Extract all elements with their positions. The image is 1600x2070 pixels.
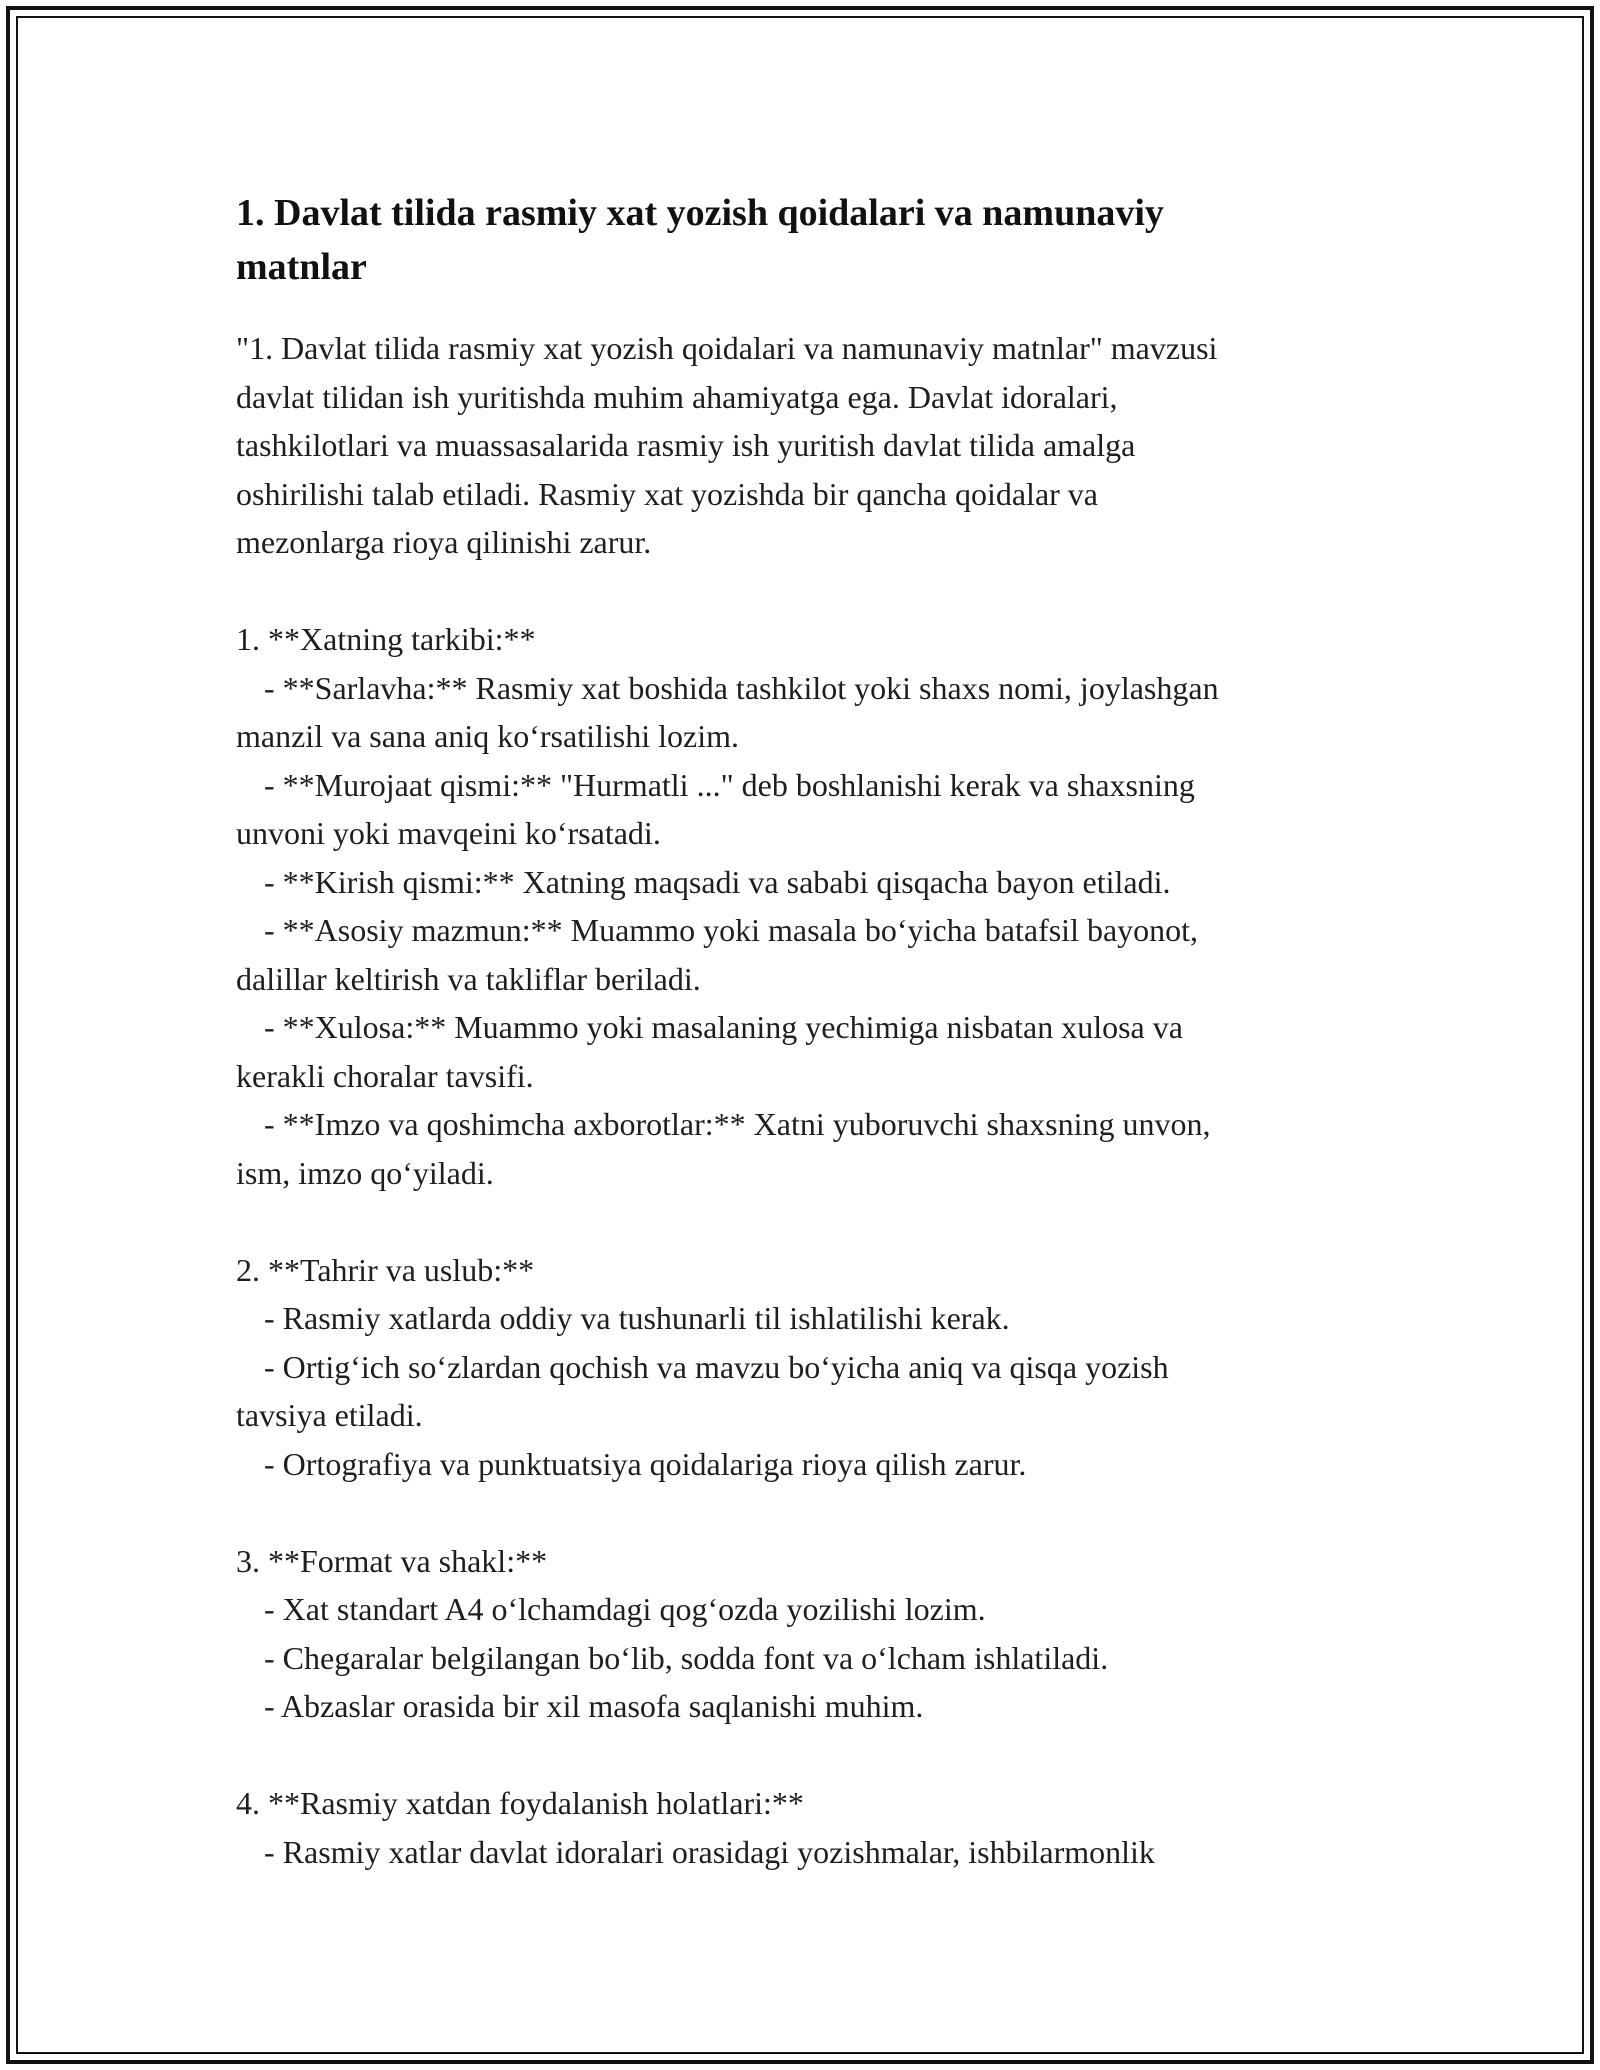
section-format-va-shakl [236,1537,1376,1731]
list-item-continuation: kerakli choralar tavsifi. [236,1057,534,1094]
section-foydalanish-holatlari [236,1779,1376,1876]
text-line: davlat tilidan ish yuritishda muhim ahamiyatga ega. Davlat idoralari, [236,378,1118,415]
text-line: mezonlarga rioya qilinishi zarur. [236,524,652,560]
section-heading: 4. **Rasmiy xatdan foydalanish holatlari:** [236,1785,804,1821]
list-item: - Rasmiy xatlarda oddiy va tushunarli til ishlatilishi kerak. [264,1300,1010,1336]
paragraph-gap [236,1197,1376,1246]
list-item-continuation: ism, imzo qo‘yiladi. [236,1154,494,1191]
section-heading: 3. **Format va shakl:** [236,1542,548,1579]
list-item-continuation: tavsiya etiladi. [236,1397,423,1433]
intro-paragraph [236,324,1376,567]
section-heading: 2. **Tahrir va uslub:** [236,1251,535,1288]
list-item: - **Asosiy mazmun:** Muammo yoki masala bo‘yicha batafsil bayonot, [264,912,1199,948]
section-tahrir-va-uslub [236,1246,1376,1489]
text-line: tashkilotlari va muassasalarida rasmiy ish yuritish davlat tilida amalga [236,427,1136,463]
title-line: matnlar [236,246,367,288]
list-item: - Ortografiya va punktuatsiya qoidalariga rioya qilish zarur. [264,1445,1027,1482]
list-item: - Ortig‘ich so‘zlardan qochish va mavzu bo‘yicha aniq va qisqa yozish [264,1348,1169,1385]
list-item-continuation: unvoni yoki mavqeini ko‘rsatadi. [236,815,661,851]
text-line: "1. Davlat tilida rasmiy xat yozish qoidalari va namunaviy matnlar" mavzusi [236,330,1218,366]
list-item: - Abzaslar orasida bir xil masofa saqlanishi muhim. [264,1688,924,1724]
text-line: oshirilishi talab etiladi. Rasmiy xat yozishda bir qancha qoidalar va [236,475,1098,512]
paragraph-gap [236,1488,1376,1537]
list-item: - Rasmiy xatlar davlat idoralari orasidagi yozishmalar, ishbilarmonlik [264,1833,1155,1870]
list-item: - **Kirish qismi:** Xatning maqsadi va sababi qisqacha bayon etiladi. [264,863,1171,900]
list-item-continuation: manzil va sana aniq ko‘rsatilishi lozim. [236,718,739,754]
list-item: - **Sarlavha:** Rasmiy xat boshida tashkilot yoki shaxs nomi, joylashgan [264,669,1219,706]
list-item: - **Xulosa:** Muammo yoki masalaning yechimiga nisbatan xulosa va [264,1009,1183,1045]
list-item: - Xat standart A4 o‘lchamdagi qog‘ozda yozilishi lozim. [264,1591,986,1627]
title-line: 1. Davlat tilida rasmiy xat yozish qoidalari va namunaviy [236,192,1164,234]
paragraph-gap [236,1731,1376,1780]
list-item: - **Murojaat qismi:** "Hurmatli ..." deb boshlanishi kerak va shaxsning [264,766,1195,803]
document-body [236,186,1376,1876]
list-item-continuation: dalillar keltirish va takliflar beriladi. [236,960,701,997]
document-title [236,186,1376,294]
list-item: - **Imzo va qoshimcha axborotlar:** Xatni yuboruvchi shaxsning unvon, [264,1106,1211,1142]
paragraph-gap [236,567,1376,616]
section-heading: 1. **Xatning tarkibi:** [236,621,536,657]
list-item: - Chegaralar belgilangan bo‘lib, sodda font va o‘lcham ishlatiladi. [264,1639,1109,1676]
section-xatning-tarkibi [236,615,1376,1197]
